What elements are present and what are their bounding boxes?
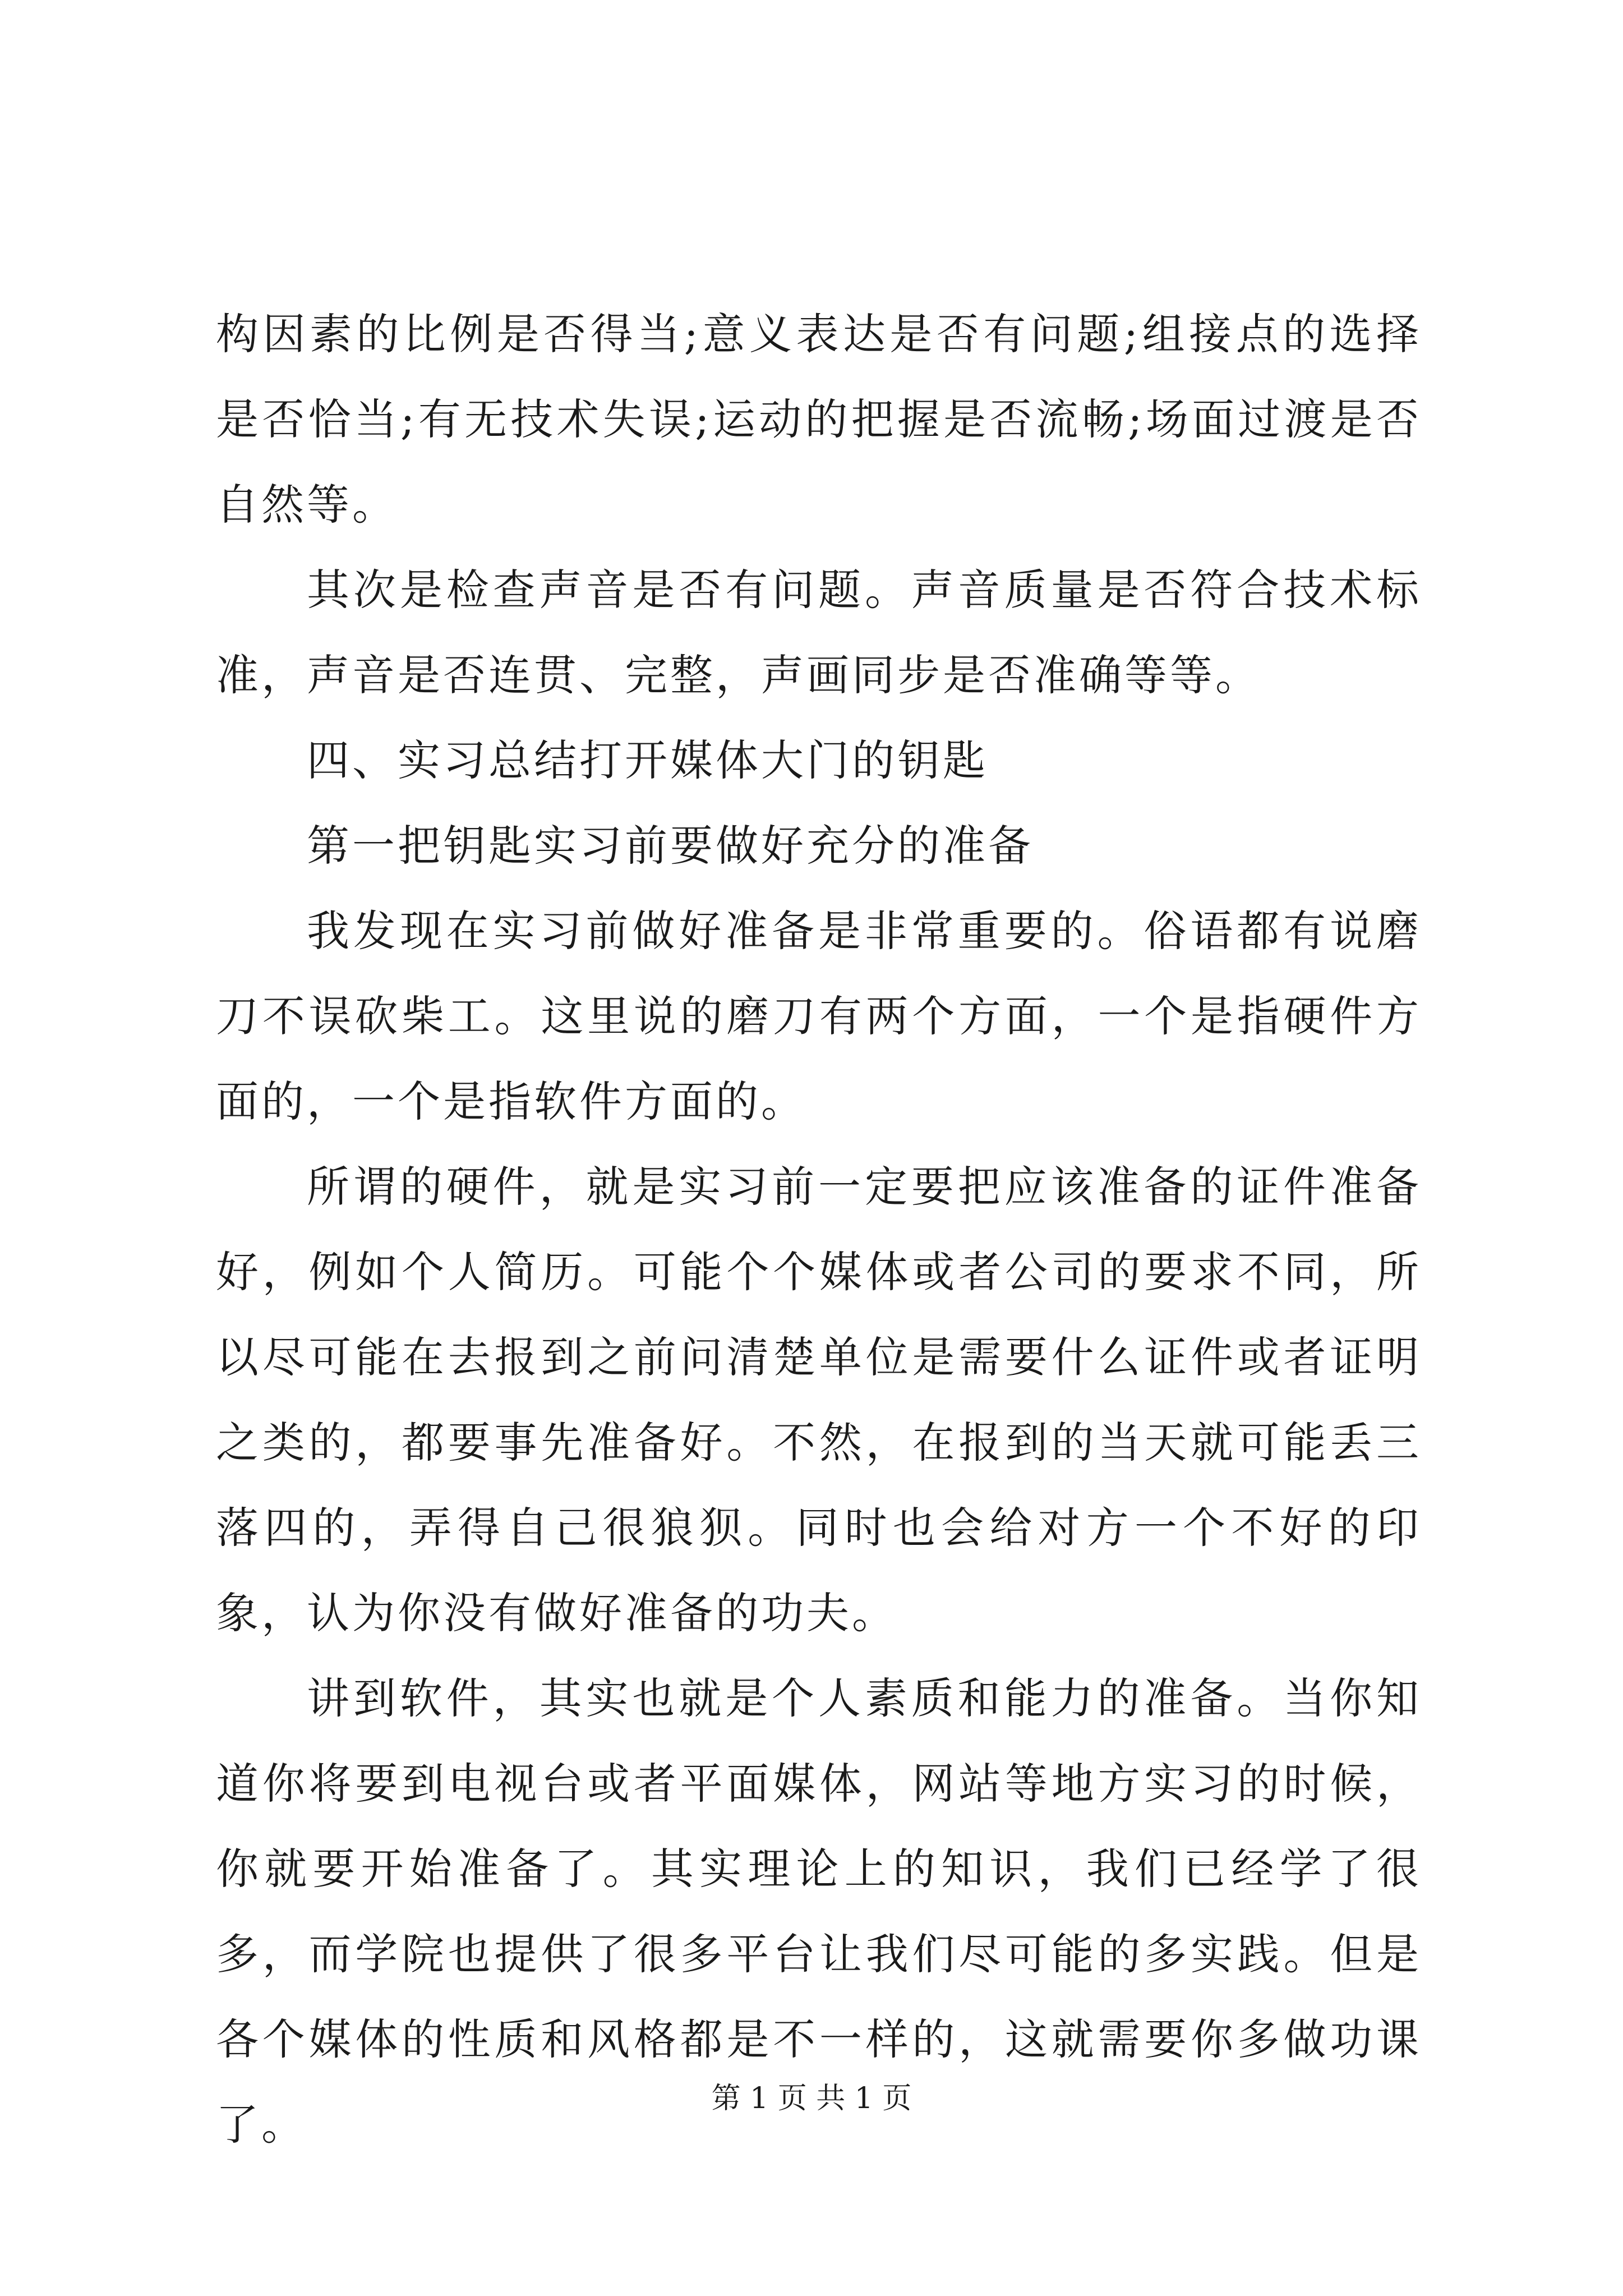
- paragraph-3: 我发现在实习前做好准备是非常重要的。俗语都有说磨刀不误砍柴工。这里说的磨刀有两个方面，一个是指硬件方面的，一个是指软件方面的。: [216, 906, 1422, 1126]
- paragraph-2: 其次是检查声音是否有问题。声音质量是否符合技术标准，声音是否连贯、完整，声画同步是否准确等等。: [216, 565, 1422, 700]
- paragraph-4: 所谓的硬件，就是实习前一定要把应该准备的证件准备好，例如个人简历。可能个个媒体或者公司的要求不同，所以尽可能在去报到之前问清楚单位是需要什么证件或者证明之类的，都要事先准备好。不然，在报到的当天就可能丢三落四的，弄得自己很狼狈。同时也会给对方一个不好的印象，认为你没有做好准备的功夫。: [216, 1162, 1422, 1638]
- paragraph-5: 讲到软件，其实也就是个人素质和能力的准备。当你知道你将要到电视台或者平面媒体，网站等地方实习的时候，你就要开始准备了。其实理论上的知识，我们已经学了很多，而学院也提供了很多平台让我们尽可能的多实践。但是各个媒体的性质和风格都是不一样的，这就需要你多做功课了。: [216, 1673, 1422, 2150]
- paragraph-1: 构因素的比例是否得当;意义表达是否有问题;组接点的选择是否恰当;有无技术失误;运动的把握是否流畅;场面过渡是否自然等。: [216, 309, 1422, 530]
- document-body: [216, 292, 1422, 2168]
- page-footer: 第 1 页 共 1 页: [711, 2082, 912, 2115]
- section-heading: 四、实习总结打开媒体大门的钥匙: [307, 735, 988, 785]
- subsection-heading: 第一把钥匙实习前要做好充分的准备: [307, 821, 1034, 871]
